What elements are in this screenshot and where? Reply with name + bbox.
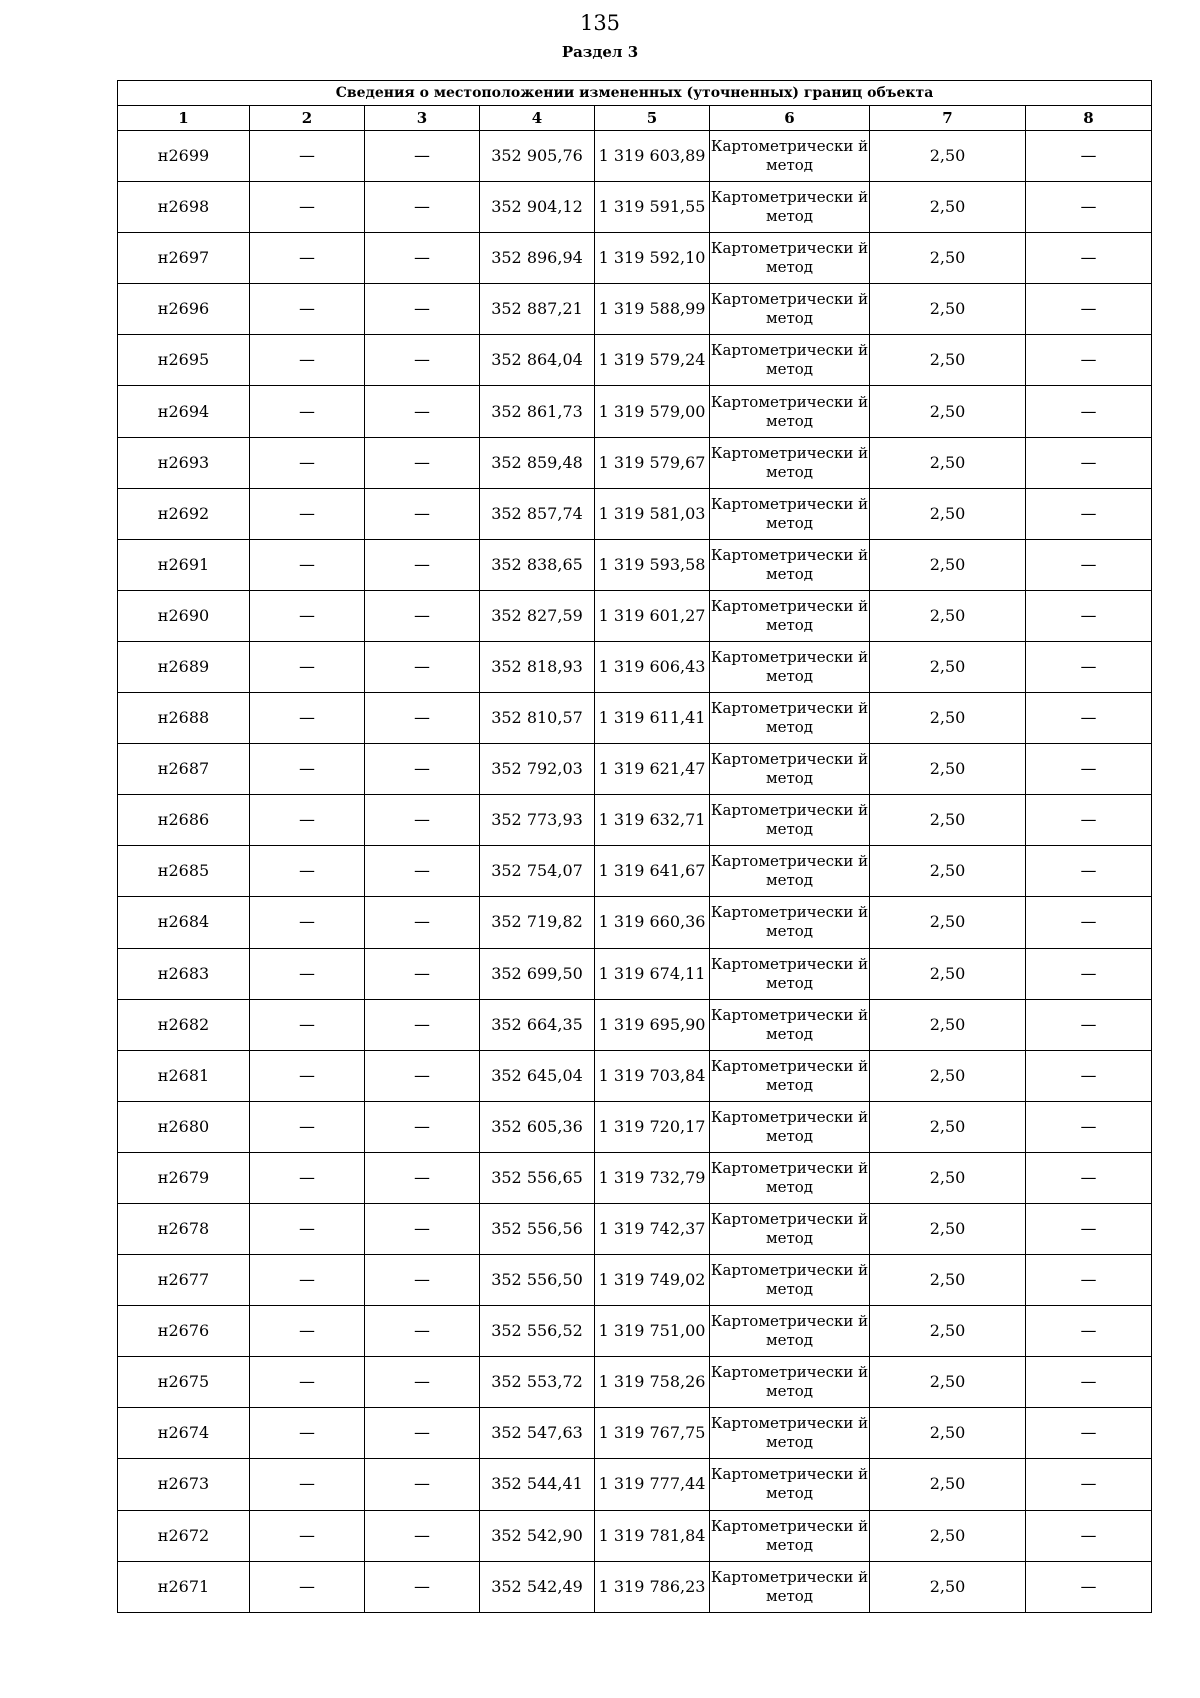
col2-cell: —	[250, 846, 365, 897]
point-name-cell: н2686	[118, 795, 250, 846]
table-row	[118, 1101, 1152, 1152]
table-row	[118, 1357, 1152, 1408]
table-row	[118, 948, 1152, 999]
col8-cell: —	[1026, 948, 1152, 999]
table-row	[118, 1050, 1152, 1101]
point-name-cell: н2694	[118, 386, 250, 437]
x-coordinate-cell: 352 857,74	[480, 488, 595, 539]
table-row	[118, 1306, 1152, 1357]
x-coordinate-cell: 352 556,52	[480, 1306, 595, 1357]
col3-cell: —	[365, 1510, 480, 1561]
col8-cell: —	[1026, 693, 1152, 744]
method-cell: Картометрически й метод	[710, 1357, 870, 1408]
col3-cell: —	[365, 335, 480, 386]
method-cell: Картометрически й метод	[710, 1459, 870, 1510]
col8-cell: —	[1026, 1203, 1152, 1254]
col2-cell: —	[250, 590, 365, 641]
column-number: 5	[595, 106, 710, 131]
col3-cell: —	[365, 693, 480, 744]
method-cell: Картометрически й метод	[710, 488, 870, 539]
y-coordinate-cell: 1 319 591,55	[595, 182, 710, 233]
y-coordinate-cell: 1 319 601,27	[595, 590, 710, 641]
column-number: 8	[1026, 106, 1152, 131]
accuracy-cell: 2,50	[870, 1561, 1026, 1612]
method-cell: Картометрически й метод	[710, 284, 870, 335]
col8-cell: —	[1026, 590, 1152, 641]
col3-cell: —	[365, 641, 480, 692]
x-coordinate-cell: 352 645,04	[480, 1050, 595, 1101]
x-coordinate-cell: 352 896,94	[480, 233, 595, 284]
method-cell: Картометрически й метод	[710, 182, 870, 233]
method-cell: Картометрически й метод	[710, 131, 870, 182]
method-cell: Картометрически й метод	[710, 948, 870, 999]
table-row	[118, 693, 1152, 744]
point-name-cell: н2690	[118, 590, 250, 641]
y-coordinate-cell: 1 319 603,89	[595, 131, 710, 182]
accuracy-cell: 2,50	[870, 539, 1026, 590]
y-coordinate-cell: 1 319 767,75	[595, 1408, 710, 1459]
method-cell: Картометрически й метод	[710, 1152, 870, 1203]
accuracy-cell: 2,50	[870, 641, 1026, 692]
accuracy-cell: 2,50	[870, 1306, 1026, 1357]
col8-cell: —	[1026, 744, 1152, 795]
col8-cell: —	[1026, 1050, 1152, 1101]
column-number: 2	[250, 106, 365, 131]
y-coordinate-cell: 1 319 579,00	[595, 386, 710, 437]
point-name-cell: н2683	[118, 948, 250, 999]
y-coordinate-cell: 1 319 581,03	[595, 488, 710, 539]
y-coordinate-cell: 1 319 592,10	[595, 233, 710, 284]
col8-cell: —	[1026, 1561, 1152, 1612]
col2-cell: —	[250, 386, 365, 437]
table-row	[118, 1510, 1152, 1561]
y-coordinate-cell: 1 319 674,11	[595, 948, 710, 999]
x-coordinate-cell: 352 556,50	[480, 1255, 595, 1306]
table-row	[118, 1152, 1152, 1203]
accuracy-cell: 2,50	[870, 1152, 1026, 1203]
col8-cell: —	[1026, 335, 1152, 386]
accuracy-cell: 2,50	[870, 1408, 1026, 1459]
boundary-coordinates-table	[117, 80, 1152, 1613]
x-coordinate-cell: 352 699,50	[480, 948, 595, 999]
point-name-cell: н2689	[118, 641, 250, 692]
method-cell: Картометрически й метод	[710, 897, 870, 948]
col8-cell: —	[1026, 1459, 1152, 1510]
col8-cell: —	[1026, 1357, 1152, 1408]
table-row	[118, 744, 1152, 795]
accuracy-cell: 2,50	[870, 744, 1026, 795]
col3-cell: —	[365, 948, 480, 999]
point-name-cell: н2696	[118, 284, 250, 335]
col3-cell: —	[365, 488, 480, 539]
col8-cell: —	[1026, 1101, 1152, 1152]
point-name-cell: н2671	[118, 1561, 250, 1612]
accuracy-cell: 2,50	[870, 182, 1026, 233]
point-name-cell: н2675	[118, 1357, 250, 1408]
col8-cell: —	[1026, 846, 1152, 897]
accuracy-cell: 2,50	[870, 948, 1026, 999]
y-coordinate-cell: 1 319 621,47	[595, 744, 710, 795]
col8-cell: —	[1026, 182, 1152, 233]
column-number: 1	[118, 106, 250, 131]
y-coordinate-cell: 1 319 786,23	[595, 1561, 710, 1612]
col8-cell: —	[1026, 386, 1152, 437]
col2-cell: —	[250, 693, 365, 744]
col2-cell: —	[250, 1459, 365, 1510]
table-row	[118, 590, 1152, 641]
col2-cell: —	[250, 539, 365, 590]
col2-cell: —	[250, 1561, 365, 1612]
x-coordinate-cell: 352 605,36	[480, 1101, 595, 1152]
y-coordinate-cell: 1 319 758,26	[595, 1357, 710, 1408]
accuracy-cell: 2,50	[870, 437, 1026, 488]
col8-cell: —	[1026, 1255, 1152, 1306]
method-cell: Картометрически й метод	[710, 693, 870, 744]
table-row	[118, 131, 1152, 182]
col8-cell: —	[1026, 131, 1152, 182]
point-name-cell: н2678	[118, 1203, 250, 1254]
col3-cell: —	[365, 897, 480, 948]
table-row	[118, 641, 1152, 692]
col2-cell: —	[250, 488, 365, 539]
y-coordinate-cell: 1 319 703,84	[595, 1050, 710, 1101]
method-cell: Картометрически й метод	[710, 1306, 870, 1357]
table-row	[118, 233, 1152, 284]
accuracy-cell: 2,50	[870, 1203, 1026, 1254]
table-row	[118, 1459, 1152, 1510]
x-coordinate-cell: 352 542,49	[480, 1561, 595, 1612]
table-row	[118, 1408, 1152, 1459]
col2-cell: —	[250, 1306, 365, 1357]
col8-cell: —	[1026, 795, 1152, 846]
x-coordinate-cell: 352 859,48	[480, 437, 595, 488]
accuracy-cell: 2,50	[870, 233, 1026, 284]
col3-cell: —	[365, 1459, 480, 1510]
x-coordinate-cell: 352 773,93	[480, 795, 595, 846]
method-cell: Картометрически й метод	[710, 539, 870, 590]
y-coordinate-cell: 1 319 720,17	[595, 1101, 710, 1152]
col2-cell: —	[250, 1152, 365, 1203]
col2-cell: —	[250, 1255, 365, 1306]
accuracy-cell: 2,50	[870, 590, 1026, 641]
accuracy-cell: 2,50	[870, 131, 1026, 182]
method-cell: Картометрически й метод	[710, 1255, 870, 1306]
point-name-cell: н2680	[118, 1101, 250, 1152]
col3-cell: —	[365, 1408, 480, 1459]
point-name-cell: н2697	[118, 233, 250, 284]
x-coordinate-cell: 352 542,90	[480, 1510, 595, 1561]
col8-cell: —	[1026, 1306, 1152, 1357]
table-row	[118, 1255, 1152, 1306]
x-coordinate-cell: 352 556,56	[480, 1203, 595, 1254]
y-coordinate-cell: 1 319 593,58	[595, 539, 710, 590]
col3-cell: —	[365, 999, 480, 1050]
y-coordinate-cell: 1 319 632,71	[595, 795, 710, 846]
col2-cell: —	[250, 182, 365, 233]
column-number: 6	[710, 106, 870, 131]
y-coordinate-cell: 1 319 742,37	[595, 1203, 710, 1254]
y-coordinate-cell: 1 319 660,36	[595, 897, 710, 948]
x-coordinate-cell: 352 861,73	[480, 386, 595, 437]
y-coordinate-cell: 1 319 749,02	[595, 1255, 710, 1306]
col2-cell: —	[250, 284, 365, 335]
col2-cell: —	[250, 335, 365, 386]
accuracy-cell: 2,50	[870, 1357, 1026, 1408]
accuracy-cell: 2,50	[870, 1050, 1026, 1101]
table-row	[118, 846, 1152, 897]
table-row	[118, 795, 1152, 846]
x-coordinate-cell: 352 887,21	[480, 284, 595, 335]
method-cell: Картометрически й метод	[710, 437, 870, 488]
accuracy-cell: 2,50	[870, 693, 1026, 744]
point-name-cell: н2699	[118, 131, 250, 182]
y-coordinate-cell: 1 319 777,44	[595, 1459, 710, 1510]
y-coordinate-cell: 1 319 611,41	[595, 693, 710, 744]
point-name-cell: н2684	[118, 897, 250, 948]
x-coordinate-cell: 352 905,76	[480, 131, 595, 182]
y-coordinate-cell: 1 319 606,43	[595, 641, 710, 692]
col2-cell: —	[250, 795, 365, 846]
col8-cell: —	[1026, 999, 1152, 1050]
method-cell: Картометрически й метод	[710, 846, 870, 897]
method-cell: Картометрически й метод	[710, 386, 870, 437]
col3-cell: —	[365, 1306, 480, 1357]
x-coordinate-cell: 352 664,35	[480, 999, 595, 1050]
x-coordinate-cell: 352 754,07	[480, 846, 595, 897]
accuracy-cell: 2,50	[870, 488, 1026, 539]
col8-cell: —	[1026, 641, 1152, 692]
accuracy-cell: 2,50	[870, 846, 1026, 897]
x-coordinate-cell: 352 864,04	[480, 335, 595, 386]
accuracy-cell: 2,50	[870, 897, 1026, 948]
col2-cell: —	[250, 233, 365, 284]
y-coordinate-cell: 1 319 579,24	[595, 335, 710, 386]
table-row	[118, 488, 1152, 539]
col8-cell: —	[1026, 437, 1152, 488]
y-coordinate-cell: 1 319 732,79	[595, 1152, 710, 1203]
point-name-cell: н2687	[118, 744, 250, 795]
method-cell: Картометрически й метод	[710, 1408, 870, 1459]
col3-cell: —	[365, 744, 480, 795]
col3-cell: —	[365, 795, 480, 846]
table-row	[118, 897, 1152, 948]
x-coordinate-cell: 352 904,12	[480, 182, 595, 233]
accuracy-cell: 2,50	[870, 284, 1026, 335]
col2-cell: —	[250, 1101, 365, 1152]
table-row	[118, 1561, 1152, 1612]
accuracy-cell: 2,50	[870, 386, 1026, 437]
column-number: 3	[365, 106, 480, 131]
point-name-cell: н2682	[118, 999, 250, 1050]
x-coordinate-cell: 352 553,72	[480, 1357, 595, 1408]
col8-cell: —	[1026, 539, 1152, 590]
col2-cell: —	[250, 744, 365, 795]
col3-cell: —	[365, 1152, 480, 1203]
col3-cell: —	[365, 1203, 480, 1254]
accuracy-cell: 2,50	[870, 335, 1026, 386]
accuracy-cell: 2,50	[870, 795, 1026, 846]
y-coordinate-cell: 1 319 641,67	[595, 846, 710, 897]
col3-cell: —	[365, 846, 480, 897]
accuracy-cell: 2,50	[870, 1101, 1026, 1152]
table-row	[118, 437, 1152, 488]
y-coordinate-cell: 1 319 695,90	[595, 999, 710, 1050]
point-name-cell: н2693	[118, 437, 250, 488]
col2-cell: —	[250, 437, 365, 488]
x-coordinate-cell: 352 838,65	[480, 539, 595, 590]
point-name-cell: н2673	[118, 1459, 250, 1510]
accuracy-cell: 2,50	[870, 999, 1026, 1050]
method-cell: Картометрически й метод	[710, 1101, 870, 1152]
page-number: 135	[579, 11, 621, 35]
col3-cell: —	[365, 590, 480, 641]
y-coordinate-cell: 1 319 751,00	[595, 1306, 710, 1357]
point-name-cell: н2672	[118, 1510, 250, 1561]
table-row	[118, 182, 1152, 233]
col2-cell: —	[250, 1203, 365, 1254]
point-name-cell: н2692	[118, 488, 250, 539]
column-number: 4	[480, 106, 595, 131]
col3-cell: —	[365, 131, 480, 182]
col3-cell: —	[365, 1050, 480, 1101]
col3-cell: —	[365, 539, 480, 590]
point-name-cell: н2685	[118, 846, 250, 897]
method-cell: Картометрически й метод	[710, 999, 870, 1050]
col2-cell: —	[250, 131, 365, 182]
y-coordinate-cell: 1 319 579,67	[595, 437, 710, 488]
accuracy-cell: 2,50	[870, 1255, 1026, 1306]
col2-cell: —	[250, 1408, 365, 1459]
table-row	[118, 999, 1152, 1050]
y-coordinate-cell: 1 319 588,99	[595, 284, 710, 335]
table-row	[118, 1203, 1152, 1254]
method-cell: Картометрически й метод	[710, 1510, 870, 1561]
y-coordinate-cell: 1 319 781,84	[595, 1510, 710, 1561]
point-name-cell: н2679	[118, 1152, 250, 1203]
table-caption: Сведения о местоположении измененных (уточненных) границ объекта	[118, 81, 1152, 106]
table-row	[118, 539, 1152, 590]
accuracy-cell: 2,50	[870, 1510, 1026, 1561]
col8-cell: —	[1026, 1510, 1152, 1561]
table-row	[118, 386, 1152, 437]
col3-cell: —	[365, 233, 480, 284]
col2-cell: —	[250, 948, 365, 999]
point-name-cell: н2674	[118, 1408, 250, 1459]
point-name-cell: н2676	[118, 1306, 250, 1357]
x-coordinate-cell: 352 810,57	[480, 693, 595, 744]
x-coordinate-cell: 352 556,65	[480, 1152, 595, 1203]
col3-cell: —	[365, 1101, 480, 1152]
col2-cell: —	[250, 1510, 365, 1561]
col3-cell: —	[365, 284, 480, 335]
col3-cell: —	[365, 1561, 480, 1612]
col2-cell: —	[250, 641, 365, 692]
col8-cell: —	[1026, 488, 1152, 539]
col3-cell: —	[365, 1255, 480, 1306]
method-cell: Картометрически й метод	[710, 641, 870, 692]
col8-cell: —	[1026, 1408, 1152, 1459]
col2-cell: —	[250, 1050, 365, 1101]
method-cell: Картометрически й метод	[710, 1561, 870, 1612]
column-number: 7	[870, 106, 1026, 131]
col3-cell: —	[365, 182, 480, 233]
column-number-row	[118, 106, 1152, 131]
col3-cell: —	[365, 437, 480, 488]
accuracy-cell: 2,50	[870, 1459, 1026, 1510]
method-cell: Картометрически й метод	[710, 795, 870, 846]
point-name-cell: н2681	[118, 1050, 250, 1101]
method-cell: Картометрически й метод	[710, 1203, 870, 1254]
point-name-cell: н2691	[118, 539, 250, 590]
point-name-cell: н2688	[118, 693, 250, 744]
col8-cell: —	[1026, 233, 1152, 284]
method-cell: Картометрически й метод	[710, 590, 870, 641]
col8-cell: —	[1026, 284, 1152, 335]
method-cell: Картометрически й метод	[710, 1050, 870, 1101]
table-row	[118, 335, 1152, 386]
point-name-cell: н2695	[118, 335, 250, 386]
col8-cell: —	[1026, 1152, 1152, 1203]
col8-cell: —	[1026, 897, 1152, 948]
col3-cell: —	[365, 386, 480, 437]
col2-cell: —	[250, 999, 365, 1050]
col2-cell: —	[250, 1357, 365, 1408]
x-coordinate-cell: 352 818,93	[480, 641, 595, 692]
point-name-cell: н2677	[118, 1255, 250, 1306]
x-coordinate-cell: 352 547,63	[480, 1408, 595, 1459]
method-cell: Картометрически й метод	[710, 744, 870, 795]
x-coordinate-cell: 352 719,82	[480, 897, 595, 948]
section-title: Раздел 3	[561, 43, 639, 61]
col3-cell: —	[365, 1357, 480, 1408]
method-cell: Картометрически й метод	[710, 335, 870, 386]
point-name-cell: н2698	[118, 182, 250, 233]
col2-cell: —	[250, 897, 365, 948]
x-coordinate-cell: 352 827,59	[480, 590, 595, 641]
x-coordinate-cell: 352 792,03	[480, 744, 595, 795]
x-coordinate-cell: 352 544,41	[480, 1459, 595, 1510]
table-row	[118, 284, 1152, 335]
method-cell: Картометрически й метод	[710, 233, 870, 284]
